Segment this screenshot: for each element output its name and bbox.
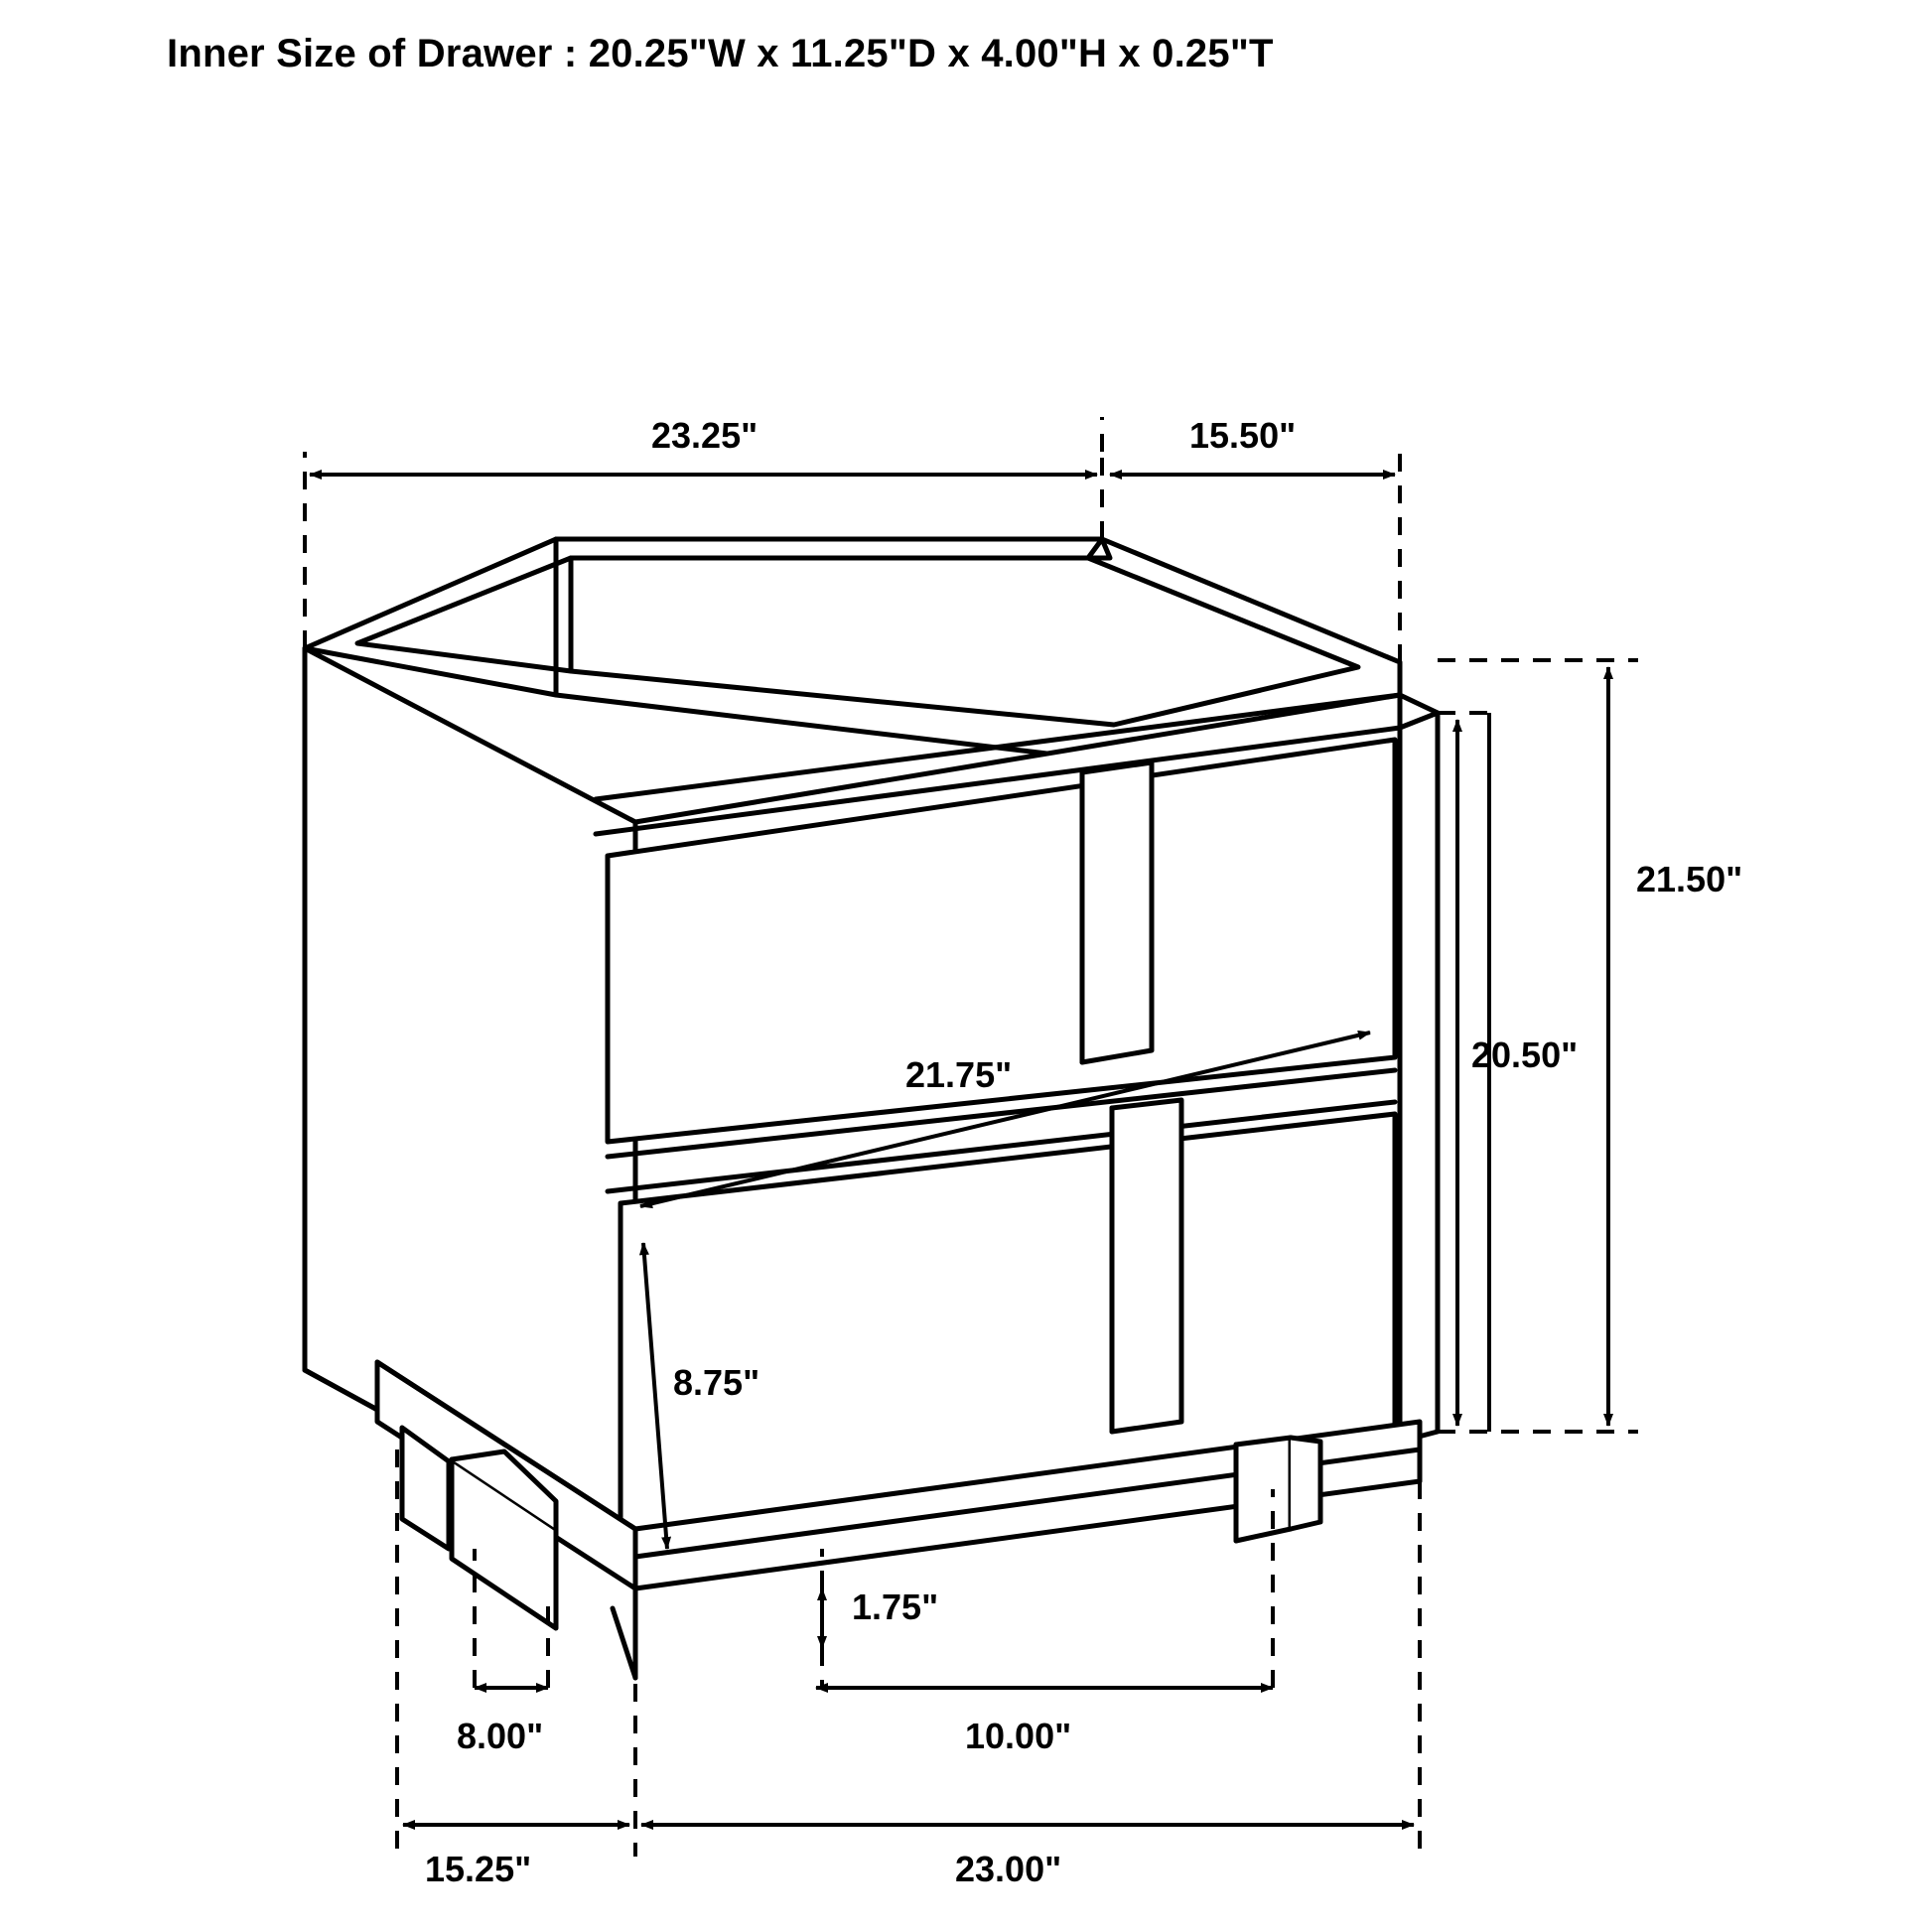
dim-label-foot-spacing: 10.00" bbox=[965, 1716, 1072, 1756]
dim-label-top-width-side: 15.50" bbox=[1189, 415, 1297, 456]
dim-label-base-height: 1.75" bbox=[852, 1587, 939, 1627]
page-title: Inner Size of Drawer : 20.25"W x 11.25"D x 4.00"H x 0.25"T bbox=[167, 32, 1274, 75]
dim-label-cabinet-height: 20.50" bbox=[1471, 1035, 1579, 1075]
dim-label-foot-width: 8.00" bbox=[457, 1716, 544, 1756]
dim-label-drawer-front-width: 21.75" bbox=[905, 1054, 1013, 1095]
dim-label-width-bottom: 23.00" bbox=[955, 1849, 1062, 1889]
dim-label-depth-bottom: 15.25" bbox=[425, 1849, 532, 1889]
dim-label-overall-height: 21.50" bbox=[1636, 859, 1743, 899]
dim-label-drawer-height: 8.75" bbox=[673, 1362, 760, 1403]
dim-label-top-width-front: 23.25" bbox=[651, 415, 759, 456]
